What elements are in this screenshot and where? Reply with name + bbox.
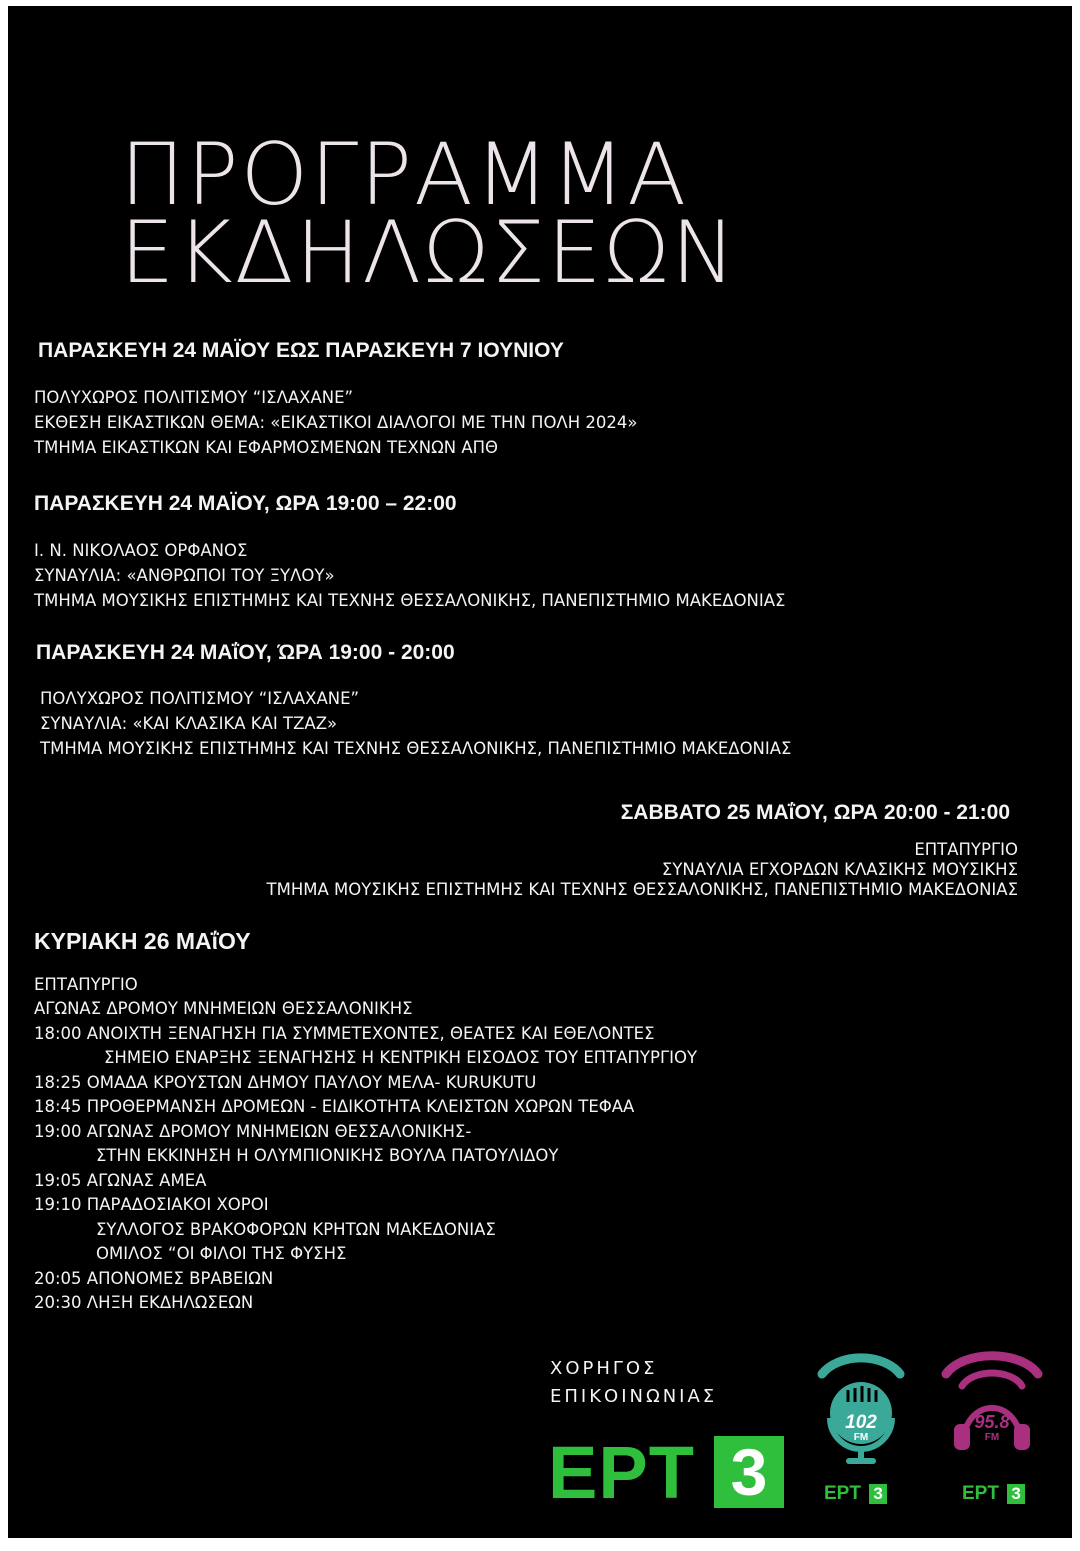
radio-102-ert-text: ΕΡΤ [824,1483,861,1504]
event-5-line: 19:10 ΠΑΡΑΔΟΣΙΑΚΟΙ ΧΟΡΟΙ [34,1195,269,1214]
event-1-line: ΤΜΗΜΑ ΕΙΚΑΣΤΙΚΩΝ ΚΑΙ ΕΦΑΡΜΟΣΜΕΝΩΝ ΤΕΧΝΩΝ ΑΠΘ [34,438,499,457]
event-1-line: ΕΚΘΕΣΗ ΕΙΚΑΣΤΙΚΩΝ ΘΕΜΑ: «ΕΙΚΑΣΤΙΚΟΙ ΔΙΑΛΟΓΟΙ ΜΕ ΤΗΝ ΠΟΛΗ 2024» [34,413,638,432]
event-5-line: 20:05 ΑΠΟΝΟΜΕΣ ΒΡΑΒΕΙΩΝ [34,1269,274,1288]
radio-102-ert-number: 3 [869,1484,887,1504]
event-3-line: ΠΟΛΥΧΩΡΟΣ ΠΟΛΙΤΙΣΜΟΥ “ΙΣΛΑΧΑΝΕ” [40,689,360,708]
radio-102-ert3 [824,1484,887,1504]
radio-958-logo [940,1348,1044,1508]
event-3-heading: ΠΑΡΑΣΚΕΥΗ 24 ΜΑΐΟΥ, ΏΡΑ 19:00 - 20:00 [36,641,455,664]
event-5-line: 19:05 ΑΓΩΝΑΣ ΑΜΕΑ [34,1171,207,1190]
poster [8,6,1072,1538]
event-5-line: ΣΥΛΛΟΓΟΣ ΒΡΑΚΟΦΟΡΩΝ ΚΡΗΤΩΝ ΜΑΚΕΔΟΝΙΑΣ [96,1220,496,1239]
event-4-line: ΣΥΝΑΥΛΙΑ ΕΓΧΟΡΔΩΝ ΚΛΑΣΙΚΗΣ ΜΟΥΣΙΚΗΣ [661,860,1018,879]
event-2-heading: ΠΑΡΑΣΚΕΥΗ 24 ΜΑΪΟΥ, ΩΡΑ 19:00 – 22:00 [34,492,457,515]
event-5-line: 20:30 ΛΗΞΗ ΕΚΔΗΛΩΣΕΩΝ [34,1293,254,1312]
radio-102-fm: FM [853,1432,869,1443]
sponsor-label-2: ΕΠΙΚΟΙΝΩΝΙΑΣ [550,1386,718,1407]
ert3-logo-number: 3 [714,1436,784,1508]
event-5-heading: ΚΥΡΙΑΚΗ 26 ΜΑΐΟΥ [34,928,251,954]
event-5-line: 18:00 ΑΝΟΙΧΤΗ ΞΕΝΑΓΗΣΗ ΓΙΑ ΣΥΜΜΕΤΕΧΟΝΤΕΣ, ΘΕΑΤΕΣ ΚΑΙ ΕΘΕΛΟΝΤΕΣ [34,1024,655,1043]
event-4-heading: ΣΑΒΒΑΤΟ 25 ΜΑΐΟΥ, ΩΡΑ 20:00 - 21:00 [620,801,1010,824]
radio-958-frequency: 95.8 [974,1412,1010,1432]
ert3-logo-text: ΕΡΤ [548,1431,695,1514]
event-5-line: ΣΤΗΝ ΕΚΚΙΝΗΣΗ Η ΟΛΥΜΠΙΟΝΙΚΗΣ ΒΟΥΛΑ ΠΑΤΟΥΛΙΔΟΥ [96,1146,559,1165]
event-4-line: ΤΜΗΜΑ ΜΟΥΣΙΚΗΣ ΕΠΙΣΤΗΜΗΣ ΚΑΙ ΤΕΧΝΗΣ ΘΕΣΣΑΛΟΝΙΚΗΣ, ΠΑΝΕΠΙΣΤΗΜΙΟ ΜΑΚΕΔΟΝΙΑΣ [266,880,1018,899]
event-2-line: Ι. Ν. ΝΙΚΟΛΑΟΣ ΟΡΦΑΝΟΣ [34,541,248,560]
event-5-line: 18:25 ΟΜΑΔΑ ΚΡΟΥΣΤΩΝ ΔΗΜΟΥ ΠΑΥΛΟΥ ΜΕΛΑ- KURUKUTU [34,1073,537,1092]
event-5-line: 19:00 ΑΓΩΝΑΣ ΔΡΟΜΟΥ ΜΝΗΜΕΙΩΝ ΘΕΣΣΑΛΟΝΙΚΗΣ- [34,1122,472,1141]
event-4-line: ΕΠΤΑΠΥΡΓΙΟ [914,840,1018,859]
event-2-line: ΣΥΝΑΥΛΙΑ: «ΑΝΘΡΩΠΟΙ ΤΟΥ ΞΥΛΟΥ» [34,566,335,585]
event-1-line: ΠΟΛΥΧΩΡΟΣ ΠΟΛΙΤΙΣΜΟΥ “ΙΣΛΑΧΑΝΕ” [34,388,354,407]
ert3-logo [548,1431,784,1514]
radio-958-fm: FM [984,1432,1000,1443]
radio-958-ert3 [962,1484,1025,1504]
event-1-heading: ΠΑΡΑΣΚΕΥΗ 24 ΜΑΪΟΥ ΕΩΣ ΠΑΡΑΣΚΕΥΗ 7 ΙΟΥΝΙΟΥ [38,339,564,362]
sponsor-label-1: ΧΟΡΗΓΟΣ [550,1358,658,1379]
event-5-line: ΑΓΩΝΑΣ ΔΡΟΜΟΥ ΜΝΗΜΕΙΩΝ ΘΕΣΣΑΛΟΝΙΚΗΣ [34,999,413,1018]
radio-958-ert-number: 3 [1007,1484,1025,1504]
event-5-line: ΟΜΙΛΟΣ “ΟΙ ΦΙΛΟΙ ΤΗΣ ΦΥΣΗΣ [96,1244,347,1263]
event-5-line: 18:45 ΠΡΟΘΕΡΜΑΝΣΗ ΔΡΟΜΕΩΝ - ΕΙΔΙΚΟΤΗΤΑ ΚΛΕΙΣΤΩΝ ΧΩΡΩΝ ΤΕΦΑΑ [34,1097,635,1116]
event-5-line: ΕΠΤΑΠΥΡΓΙΟ [34,975,138,994]
title-line-1: ΠΡΟΓΡΑΜΜΑ [120,125,689,225]
radio-102-logo [816,1348,906,1508]
event-5-line: ΣΗΜΕΙΟ ΕΝΑΡΞΗΣ ΞΕΝΑΓΗΣΗΣ Η ΚΕΝΤΡΙΚΗ ΕΙΣΟΔΟΣ ΤΟΥ ΕΠΤΑΠΥΡΓΙΟΥ [104,1048,698,1067]
title-line-2: ΕΚΔΗΛΩΣΕΩΝ [120,203,738,303]
event-2-line: ΤΜΗΜΑ ΜΟΥΣΙΚΗΣ ΕΠΙΣΤΗΜΗΣ ΚΑΙ ΤΕΧΝΗΣ ΘΕΣΣΑΛΟΝΙΚΗΣ, ΠΑΝΕΠΙΣΤΗΜΙΟ ΜΑΚΕΔΟΝΙΑΣ [34,591,786,610]
radio-102-frequency: 102 [845,1412,877,1433]
event-3-line: ΣΥΝΑΥΛΙΑ: «ΚΑΙ ΚΛΑΣΙΚΑ ΚΑΙ ΤΖΑΖ» [40,714,338,733]
radio-958-ert-text: ΕΡΤ [962,1483,999,1504]
event-3-line: ΤΜΗΜΑ ΜΟΥΣΙΚΗΣ ΕΠΙΣΤΗΜΗΣ ΚΑΙ ΤΕΧΝΗΣ ΘΕΣΣΑΛΟΝΙΚΗΣ, ΠΑΝΕΠΙΣΤΗΜΙΟ ΜΑΚΕΔΟΝΙΑΣ [40,739,792,758]
